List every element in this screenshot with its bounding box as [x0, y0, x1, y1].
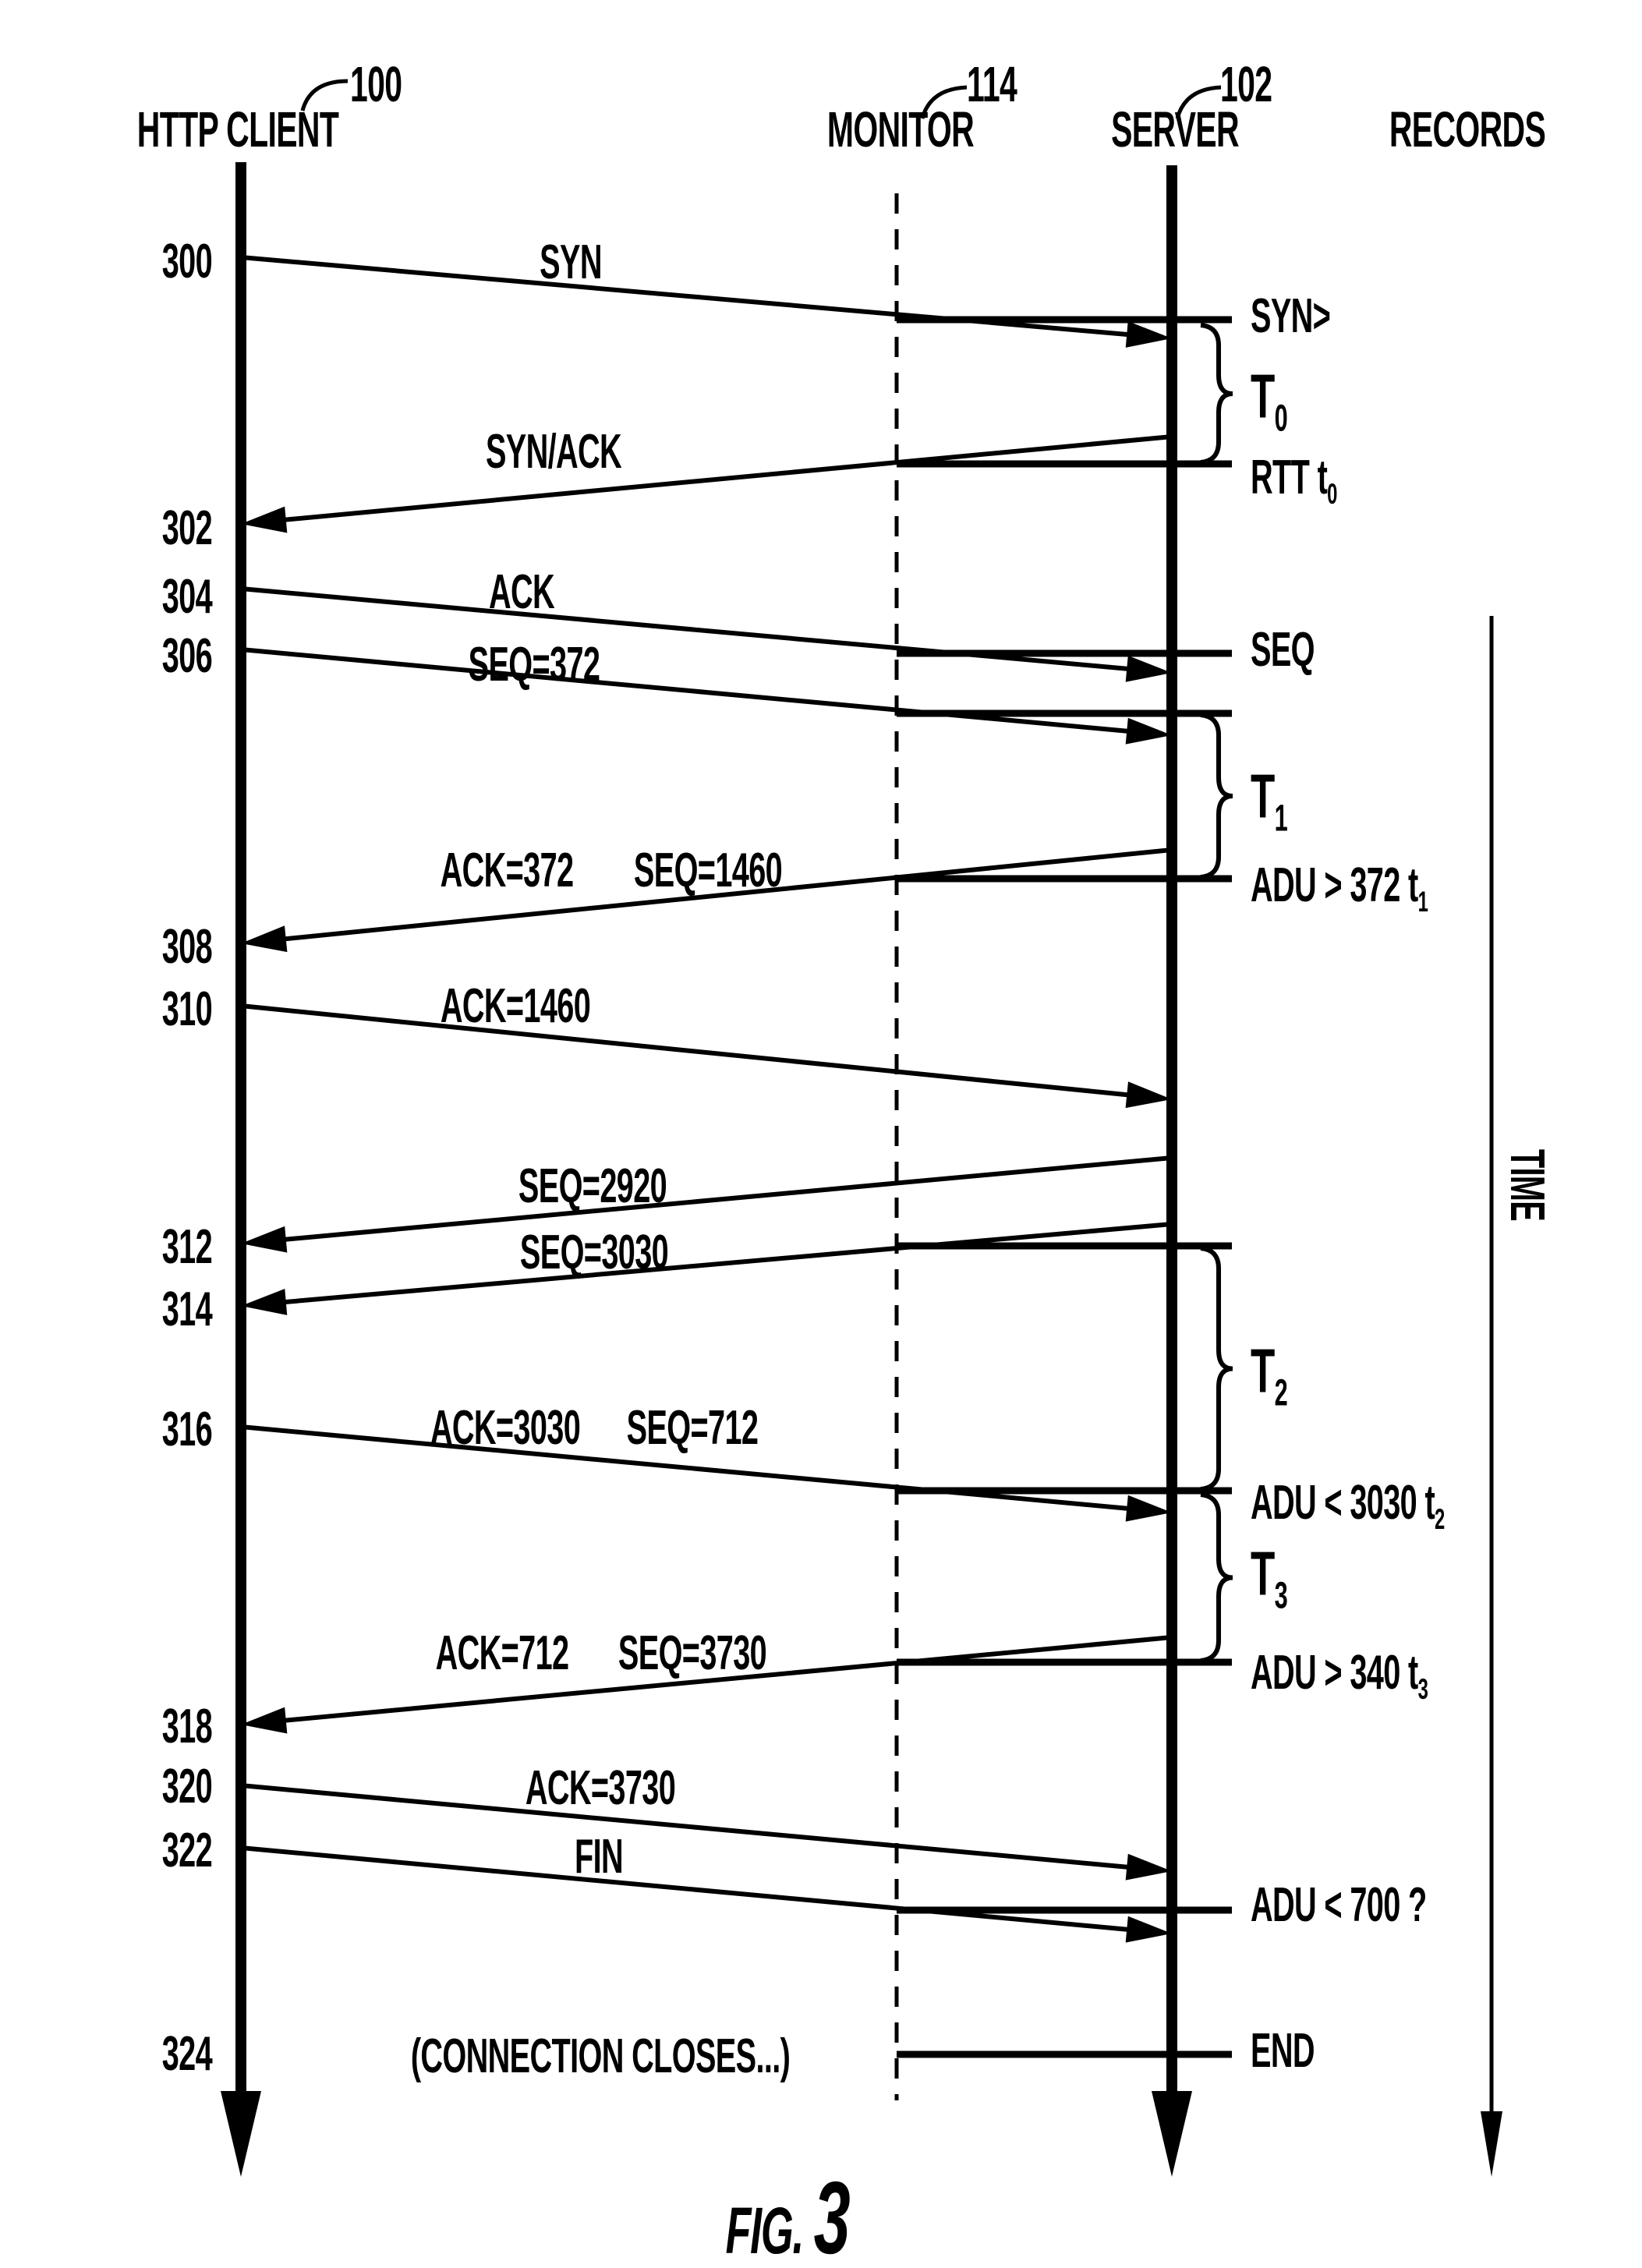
message-label-ack-3730 — [525, 1761, 676, 1815]
seq-number-label — [161, 629, 212, 683]
seq-number-label-text: 318 — [161, 1700, 212, 1753]
record-label-text: ADU > 372 t — [1251, 858, 1418, 912]
record-label-subscript: 2 — [1435, 1502, 1445, 1535]
message-arrowhead-ack-3730 — [1126, 1854, 1172, 1881]
record-label-subscript: 2 — [1274, 1372, 1288, 1414]
message-label-fin-text: FIN — [575, 1830, 623, 1884]
record-label-subscript: 1 — [1417, 884, 1428, 918]
message-label-syn-text: SYN — [540, 235, 602, 289]
record-label-text: T — [1251, 1336, 1275, 1406]
message-label-ack372-seq1460 — [633, 844, 783, 897]
message-line-ack-3730 — [241, 1785, 1141, 1868]
message-line-ack — [241, 589, 1141, 670]
message-label-ack712-seq3730 — [618, 1626, 767, 1680]
record-label-text: T — [1251, 1538, 1275, 1608]
seq-number-label-text: 306 — [161, 629, 212, 683]
message-label-ack-1460 — [440, 979, 591, 1033]
seq-number-label-text: 300 — [161, 235, 212, 288]
record-label — [1251, 288, 1331, 347]
message-arrowhead-seq-2920 — [241, 1226, 287, 1253]
record-label-text: ADU < 3030 t — [1251, 1475, 1435, 1530]
message-label-seq-2920-text: SEQ=2920 — [518, 1159, 667, 1213]
figure-caption-number: 3 — [813, 2160, 850, 2268]
record-label — [1251, 1538, 1288, 1617]
message-label-ack3030-seq712-text: SEQ=712 — [626, 1401, 759, 1455]
connection-closes-label-text: (CONNECTION CLOSES...) — [410, 2029, 791, 2083]
ref-number-monitor-text: 114 — [967, 56, 1017, 112]
lifeline-header-server-text: SERVER — [1111, 101, 1239, 157]
message-label-ack712-seq3730-text: ACK=712 — [435, 1626, 569, 1680]
message-arrowhead-seq-372 — [1126, 718, 1172, 745]
seq-number-label — [161, 1760, 212, 1813]
duration-brace-T2 — [1201, 1248, 1233, 1489]
record-label-subscript: 3 — [1417, 1672, 1428, 1705]
message-label-seq-3030 — [519, 1226, 669, 1279]
connection-closes-label — [410, 2029, 791, 2083]
seq-number-label — [161, 501, 212, 555]
seq-number-label-text: 320 — [161, 1760, 212, 1813]
message-arrowhead-syn-ack — [241, 507, 287, 533]
lifeline-header-monitor-text: MONITOR — [826, 101, 975, 157]
lifeline-header-records-text: RECORDS — [1389, 101, 1546, 157]
time-axis-label-text: TIME — [1500, 1148, 1554, 1222]
seq-number-label — [161, 1700, 212, 1753]
record-label-subscript: 3 — [1274, 1575, 1288, 1617]
ref-number-server — [1220, 56, 1272, 112]
message-line-syn-ack — [272, 437, 1172, 521]
record-label-text: RTT t — [1251, 450, 1328, 504]
message-label-ack-1460-text: ACK=1460 — [440, 979, 591, 1033]
message-arrowhead-ack712-seq3730 — [241, 1707, 287, 1734]
message-label-ack — [488, 565, 555, 619]
seq-number-label-text: 314 — [161, 1283, 212, 1336]
message-label-ack-text: ACK — [488, 565, 555, 619]
message-label-syn-ack-text: SYN/ACK — [485, 425, 622, 479]
record-label-subscript: 0 — [1327, 476, 1337, 510]
record-label-text: T — [1251, 761, 1275, 831]
message-label-ack372-seq1460 — [440, 844, 574, 897]
time-axis-arrowhead — [1481, 2111, 1502, 2177]
seq-number-label-text: 324 — [161, 2027, 212, 2081]
record-label-text: END — [1251, 2023, 1315, 2078]
record-label-text: SEQ — [1251, 622, 1315, 677]
record-label — [1251, 858, 1428, 918]
message-label-ack-3730-text: ACK=3730 — [525, 1761, 676, 1815]
ref-number-http-client — [350, 56, 402, 112]
message-arrowhead-fin — [1126, 1916, 1172, 1943]
message-line-seq-2920 — [272, 1158, 1172, 1240]
seq-number-label — [161, 982, 212, 1036]
message-label-seq-372 — [468, 638, 600, 692]
seq-number-label — [161, 2027, 212, 2081]
seq-number-label — [161, 1283, 212, 1336]
record-label — [1251, 450, 1337, 510]
seq-number-label — [161, 570, 212, 624]
record-label-subscript: 1 — [1274, 798, 1288, 840]
seq-number-label-text: 316 — [161, 1403, 212, 1456]
seq-number-label-text: 302 — [161, 501, 212, 555]
lifeline-header-monitor — [826, 101, 975, 157]
seq-number-label — [161, 1220, 212, 1274]
message-label-fin — [575, 1830, 623, 1884]
lifeline-header-http-client — [136, 101, 339, 157]
message-line-seq-372 — [241, 649, 1141, 732]
record-label — [1251, 1475, 1445, 1535]
lifeline-arrowhead-server — [1152, 2091, 1192, 2177]
lifeline-arrowhead-http-client — [221, 2091, 261, 2177]
ref-number-http-client-text: 100 — [350, 56, 402, 112]
duration-brace-T3 — [1201, 1495, 1233, 1661]
message-line-syn — [241, 257, 1141, 336]
record-label — [1251, 2023, 1315, 2082]
message-line-seq-3030 — [272, 1224, 1172, 1303]
message-arrowhead-ack3030-seq712 — [1126, 1495, 1172, 1522]
duration-brace-T0 — [1201, 325, 1233, 462]
record-label — [1251, 761, 1288, 840]
record-label-text: SYN> — [1251, 288, 1331, 343]
message-label-ack3030-seq712-text: ACK=3030 — [430, 1401, 581, 1455]
message-arrowhead-ack372-seq1460 — [241, 925, 287, 952]
seq-number-label — [161, 235, 212, 288]
seq-number-label-text: 304 — [161, 570, 212, 624]
message-label-seq-3030-text: SEQ=3030 — [519, 1226, 669, 1279]
message-label-seq-2920 — [518, 1159, 667, 1213]
lifeline-header-http-client-text: HTTP CLIENT — [136, 101, 339, 157]
lifeline-header-records — [1389, 101, 1546, 157]
ref-number-monitor — [967, 56, 1017, 112]
record-label — [1251, 1645, 1428, 1705]
message-label-ack712-seq3730 — [435, 1626, 569, 1680]
seq-number-label-text: 322 — [161, 1824, 212, 1877]
message-line-ack-1460 — [241, 1006, 1141, 1096]
message-label-ack712-seq3730-text: SEQ=3730 — [618, 1626, 767, 1680]
record-label-text: ADU < 700 ? — [1251, 1877, 1427, 1932]
time-axis-label — [1500, 1148, 1554, 1222]
seq-number-label-text: 312 — [161, 1220, 212, 1274]
seq-number-label — [161, 920, 212, 974]
message-label-ack372-seq1460-text: SEQ=1460 — [633, 844, 783, 897]
message-line-fin — [241, 1848, 1141, 1930]
message-label-seq-372-text: SEQ=372 — [468, 638, 600, 692]
record-label-subscript: 0 — [1274, 398, 1288, 440]
record-label — [1251, 622, 1315, 681]
seq-number-label-text: 308 — [161, 920, 212, 974]
message-label-ack3030-seq712 — [626, 1401, 759, 1455]
message-arrowhead-ack — [1126, 656, 1172, 682]
seq-number-label — [161, 1824, 212, 1877]
message-label-ack372-seq1460-text: ACK=372 — [440, 844, 574, 897]
message-label-ack3030-seq712 — [430, 1401, 581, 1455]
record-label — [1251, 1336, 1288, 1414]
duration-brace-T1 — [1201, 715, 1233, 877]
message-arrowhead-ack-1460 — [1126, 1081, 1172, 1108]
record-label — [1251, 1877, 1427, 1936]
message-label-syn — [540, 235, 602, 289]
record-label-text: ADU > 340 t — [1251, 1645, 1418, 1700]
message-label-syn-ack — [485, 425, 622, 479]
ref-number-server-text: 102 — [1220, 56, 1272, 112]
seq-number-label-text: 310 — [161, 982, 212, 1036]
seq-number-label — [161, 1403, 212, 1456]
message-arrowhead-seq-3030 — [241, 1289, 287, 1315]
record-label — [1251, 361, 1288, 440]
record-label-text: T — [1251, 361, 1275, 431]
figure-caption-prefix: FIG. — [725, 2194, 804, 2267]
figure-caption — [725, 2160, 850, 2268]
message-arrowhead-syn — [1126, 321, 1172, 348]
